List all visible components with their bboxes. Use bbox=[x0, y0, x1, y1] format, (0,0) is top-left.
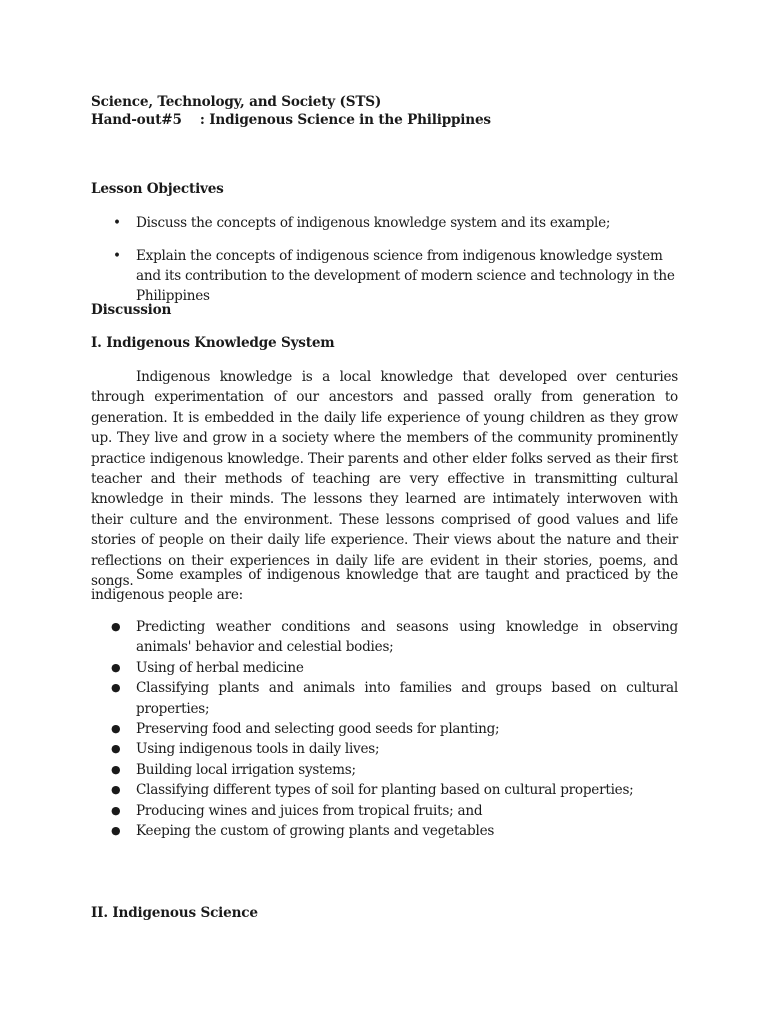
objective-text: Explain the concepts of indigenous science from indigenous knowledge system and its contribution to the development of modern science and technology in the Philippines bbox=[136, 248, 675, 304]
bullet-icon: ● bbox=[111, 620, 121, 633]
objective-item bbox=[91, 246, 678, 306]
bullet-icon: • bbox=[113, 248, 122, 264]
list-item bbox=[91, 719, 678, 739]
list-item-text: Building local irrigation systems; bbox=[136, 761, 356, 778]
objective-item bbox=[91, 213, 678, 233]
list-item bbox=[91, 760, 678, 780]
list-item-text: Classifying different types of soil for planting based on cultural properties; bbox=[136, 782, 634, 799]
list-item-text: Using of herbal medicine bbox=[136, 659, 304, 676]
bullet-icon: ● bbox=[111, 762, 121, 776]
section-1-heading: I. Indigenous Knowledge System bbox=[91, 335, 335, 351]
bullet-icon: ● bbox=[111, 803, 121, 817]
bullet-icon: • bbox=[113, 215, 122, 231]
list-item bbox=[91, 658, 678, 678]
objective-text: Discuss the concepts of indigenous knowledge system and its example; bbox=[136, 215, 611, 231]
section-2-heading: II. Indigenous Science bbox=[91, 905, 258, 921]
list-item-text: Producing wines and juices from tropical fruits; and bbox=[136, 802, 483, 819]
document-subtitle: Hand-out#5 : Indigenous Science in the Philippines bbox=[91, 112, 491, 128]
bullet-icon: ● bbox=[111, 783, 121, 797]
bullet-icon: ● bbox=[111, 824, 121, 838]
lesson-objectives-heading: Lesson Objectives bbox=[91, 181, 224, 197]
list-item-text: Using indigenous tools in daily lives; bbox=[136, 741, 380, 758]
list-item bbox=[91, 678, 678, 719]
bullet-icon: ● bbox=[111, 660, 121, 674]
list-item bbox=[91, 739, 678, 759]
list-item-text: Predicting weather conditions and seasons using knowledge in observing animals' behavior and celestial bodies; bbox=[136, 619, 678, 656]
list-item bbox=[91, 780, 678, 800]
section-1-paragraph-1: Indigenous knowledge is a local knowledge that developed over centuries through experimentation of our ancestors and passed orally from generation to generation. It is embedded in the daily life experience of young children as they grow up. They live and grow in a society where the members of the community prominently practice indigenous knowledge. Their parents and other elder folks served as their first teacher and their methods of teaching are very effective in transmitting cultural knowledge in their minds. The lessons they learned are intimately interwoven with their culture and the environment. These lessons comprised of good values and life stories of people on their daily life experience. Their views about the nature and their reflections on their experiences in daily life are evident in their stories, poems, and songs. bbox=[91, 369, 678, 590]
list-item bbox=[91, 617, 678, 658]
bullet-icon: ● bbox=[111, 722, 121, 736]
bullet-icon: ● bbox=[111, 742, 121, 756]
discussion-heading: Discussion bbox=[91, 302, 172, 318]
document-title: Science, Technology, and Society (STS) bbox=[91, 94, 382, 110]
list-item-text: Preserving food and selecting good seeds for planting; bbox=[136, 721, 500, 738]
list-item bbox=[91, 821, 678, 841]
indigenous-knowledge-examples-list bbox=[91, 617, 678, 841]
bullet-icon: ● bbox=[111, 681, 121, 695]
list-item-text: Keeping the custom of growing plants and vegetables bbox=[136, 823, 495, 840]
list-item bbox=[91, 801, 678, 821]
list-item-text: Classifying plants and animals into families and groups based on cultural properties; bbox=[136, 680, 678, 717]
section-1-paragraph-2: Some examples of indigenous knowledge that are taught and practiced by the indigenous people are: bbox=[91, 567, 678, 604]
